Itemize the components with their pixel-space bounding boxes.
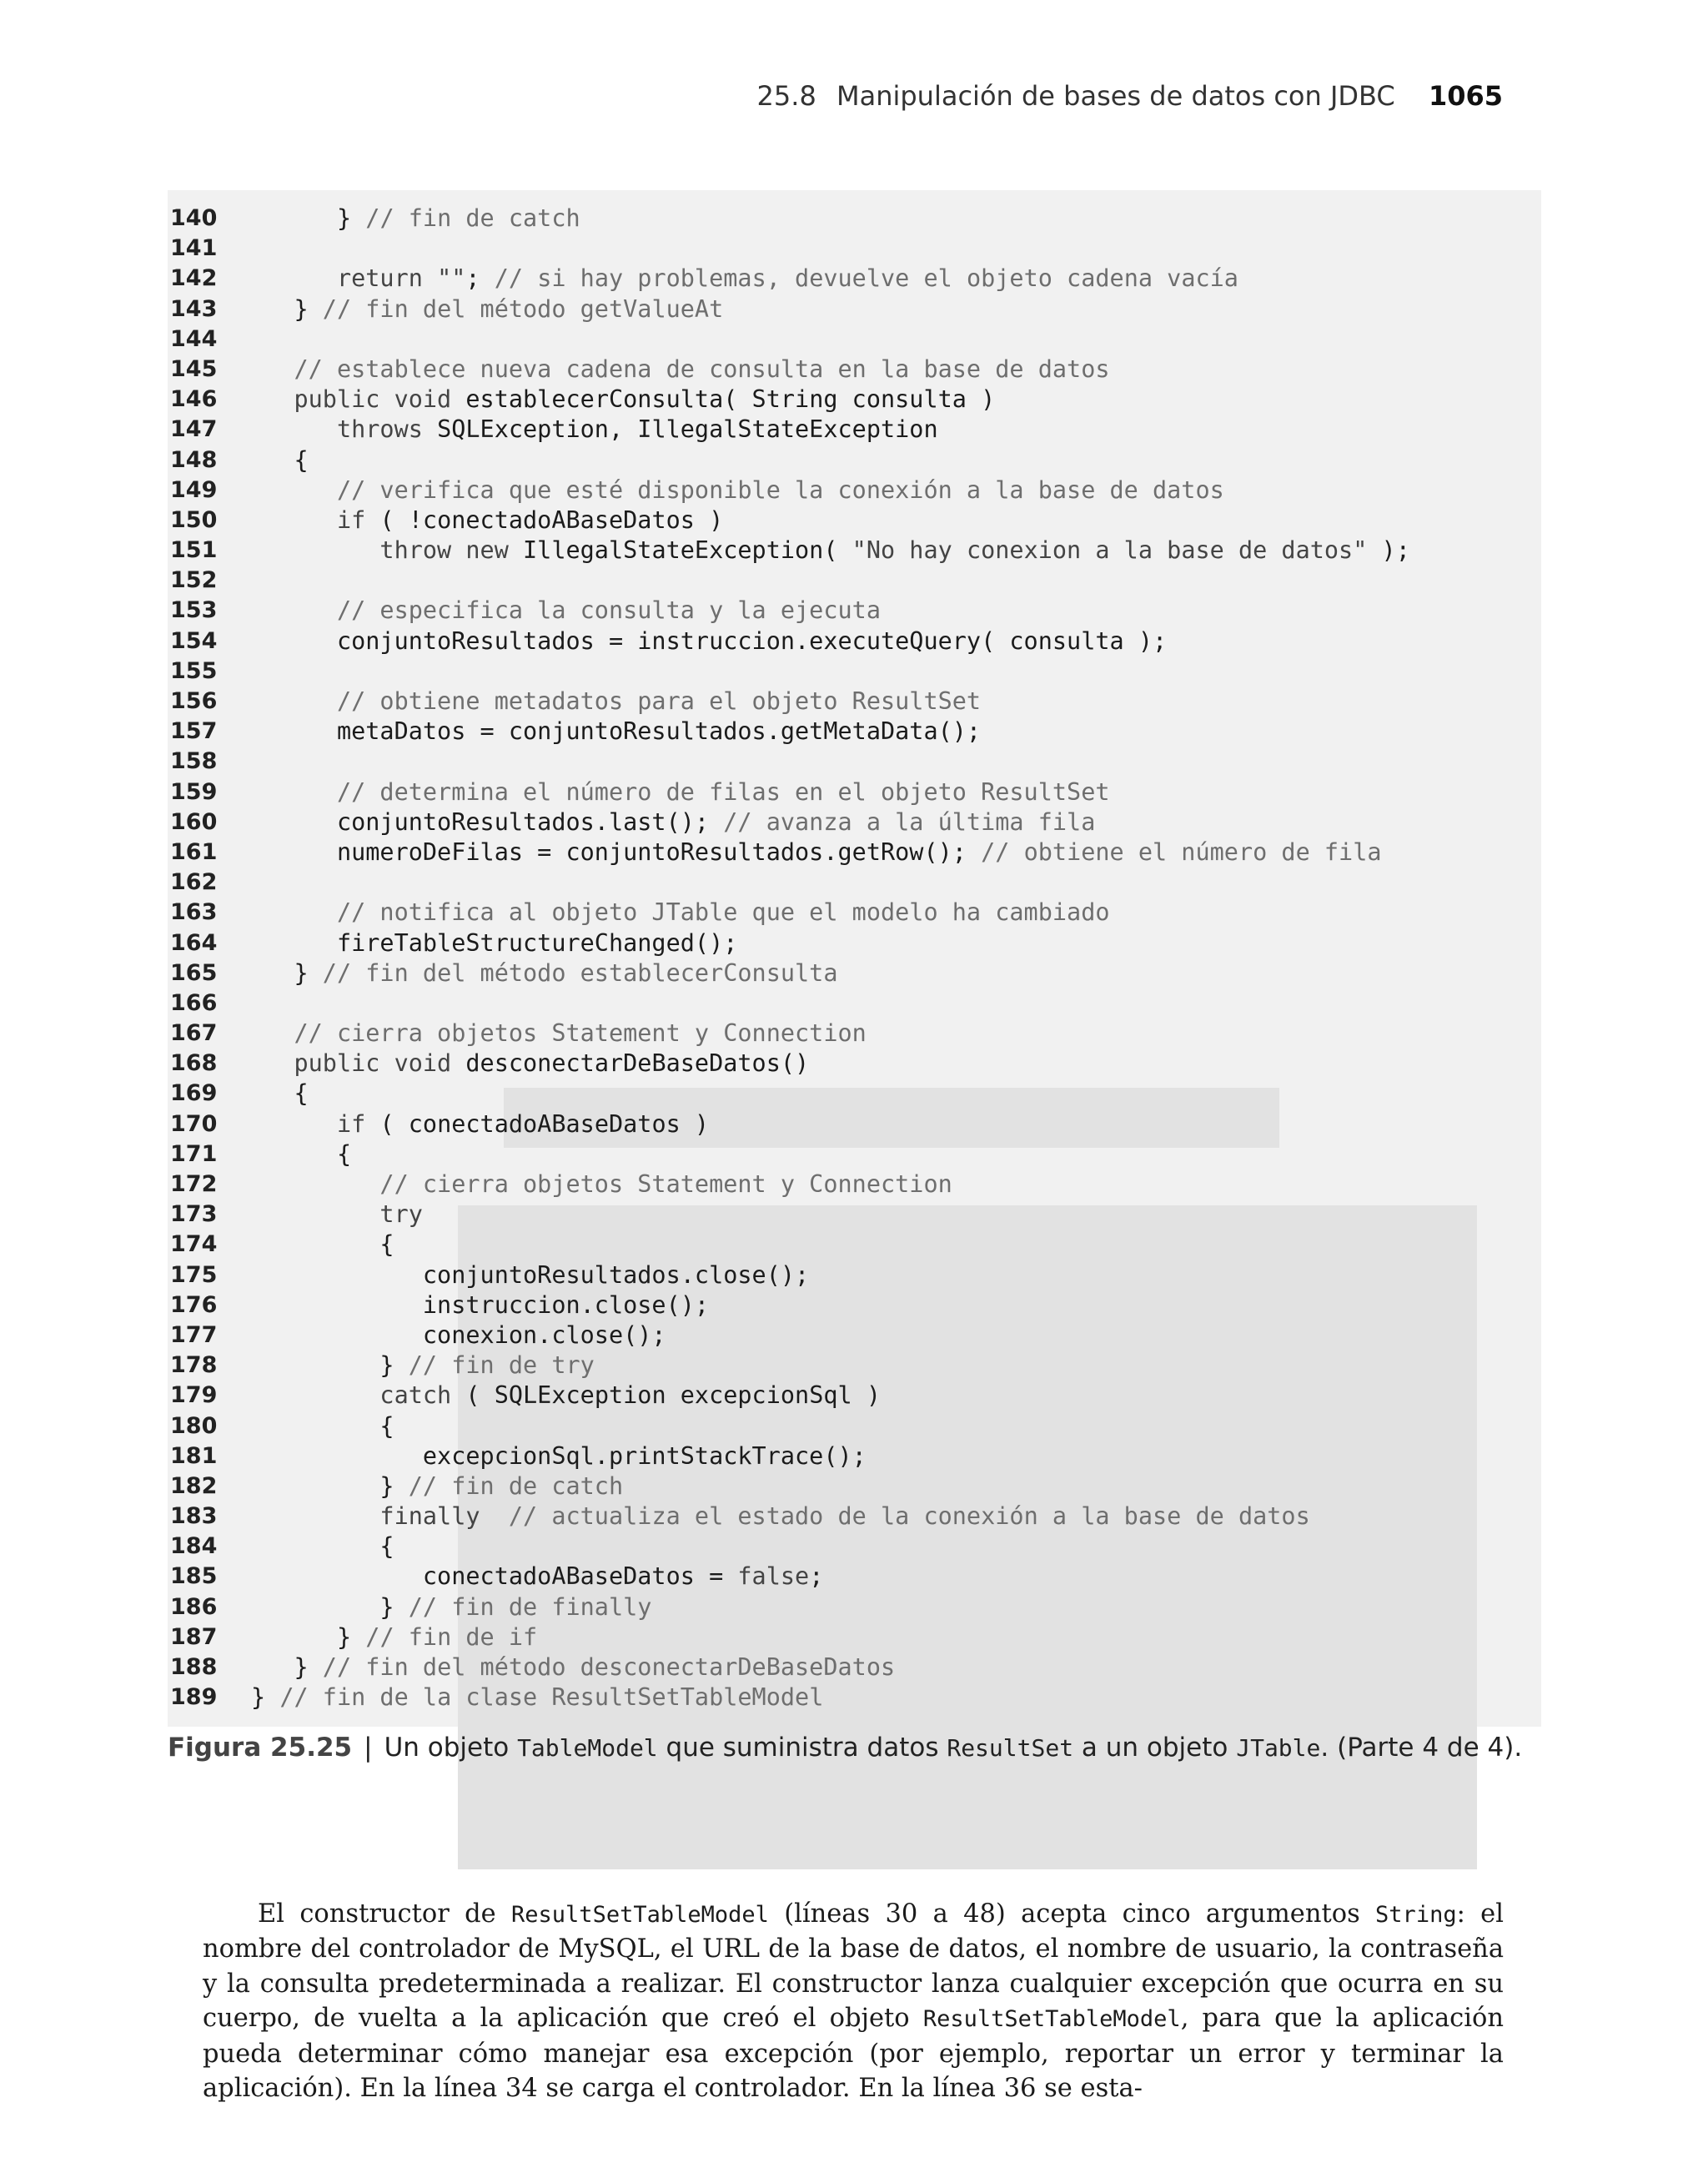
code-token: { <box>251 1139 352 1168</box>
paragraph-code-2: String <box>1375 1901 1457 1928</box>
code-line <box>168 1049 1541 1079</box>
code-line <box>168 1260 1541 1290</box>
code-line <box>168 717 1541 747</box>
code-token: { <box>251 1230 394 1259</box>
code-token: // si hay problemas, devuelve el objeto cadena vacía <box>494 264 1238 293</box>
line-number: 163 <box>170 899 218 926</box>
code-line <box>168 747 1541 777</box>
code-token: } <box>251 1471 409 1500</box>
line-number: 176 <box>170 1291 218 1318</box>
line-number: 169 <box>170 1080 218 1107</box>
paragraph-code-3: ResultSetTableModel <box>922 2006 1181 2032</box>
code-token: public void <box>251 385 466 414</box>
code-line <box>168 294 1541 324</box>
line-number: 174 <box>170 1231 218 1258</box>
code-token: establecerConsulta( String consulta ) <box>465 385 996 414</box>
code-token: "" <box>437 264 466 293</box>
code-line <box>168 264 1541 294</box>
code-text <box>251 1200 423 1230</box>
code-line <box>168 1441 1541 1471</box>
code-token: instruccion.close(); <box>251 1290 710 1319</box>
code-token: numeroDeFilas = conjuntoResultados.getRow(); <box>251 837 982 866</box>
line-number: 189 <box>170 1684 218 1711</box>
line-number: 142 <box>170 265 218 292</box>
caption-text-2: que suministra datos <box>657 1733 947 1763</box>
code-token: { <box>251 1411 394 1440</box>
figure-label: Figura 25.25 <box>168 1733 353 1763</box>
code-text <box>251 1683 823 1713</box>
code-token: throw new <box>251 536 524 565</box>
code-lines <box>168 204 1541 1713</box>
code-token: ; <box>809 1562 824 1591</box>
code-line <box>168 204 1541 234</box>
code-token: // fin de if <box>365 1622 538 1651</box>
page-number: 1065 <box>1428 80 1503 112</box>
line-number: 171 <box>170 1140 218 1167</box>
code-token: // cierra objetos Statement y Connection <box>251 1170 952 1198</box>
line-number: 164 <box>170 929 218 956</box>
code-token: } <box>251 204 366 232</box>
code-text <box>251 958 838 988</box>
caption-text-4: . (Parte 4 de 4). <box>1320 1733 1523 1763</box>
line-number: 182 <box>170 1472 218 1499</box>
code-line <box>168 1290 1541 1320</box>
code-token: { <box>251 1532 394 1561</box>
code-text <box>251 1411 394 1441</box>
code-line <box>168 626 1541 656</box>
line-number: 185 <box>170 1563 218 1590</box>
code-token: // determina el número de filas en el objeto ResultSet <box>251 777 1110 806</box>
code-token: { <box>251 1079 309 1108</box>
line-number: 159 <box>170 778 218 805</box>
section-title: Manipulación de bases de datos con JDBC <box>836 80 1395 112</box>
code-text <box>251 1351 595 1381</box>
code-token: IllegalStateException( <box>523 536 852 565</box>
code-line <box>168 868 1541 898</box>
line-number: 152 <box>170 567 218 594</box>
code-line <box>168 1200 1541 1230</box>
code-line <box>168 1532 1541 1562</box>
paragraph-text-3: : el nombre del controlador de MySQL, el URL de la base de datos, el nombre de usuario, la contraseña y la consulta predeterminada a realizar. El constructor lanza cualquier excepción que ocurra en su cuerpo, de vuelta a la aplicación que creó el objeto <box>203 1899 1504 2033</box>
code-text <box>251 264 1238 294</box>
code-token: ( SQLException excepcionSql ) <box>465 1381 881 1410</box>
code-text <box>251 1260 809 1290</box>
code-text <box>251 294 723 324</box>
line-number: 168 <box>170 1050 218 1077</box>
line-number: 181 <box>170 1442 218 1469</box>
code-text <box>251 1290 709 1320</box>
line-number: 141 <box>170 235 218 262</box>
line-number: 149 <box>170 476 218 503</box>
code-token: // cierra objetos Statement y Connection <box>251 1019 867 1048</box>
section-number: 25.8 <box>756 80 816 112</box>
code-token: "No hay conexion a la base de datos" <box>851 536 1368 565</box>
code-token: } <box>251 1683 280 1712</box>
code-line <box>168 506 1541 536</box>
code-text <box>251 506 723 536</box>
line-number: 166 <box>170 989 218 1016</box>
line-number: 151 <box>170 537 218 564</box>
paragraph-code-1: ResultSetTableModel <box>511 1901 769 1928</box>
code-text <box>251 385 995 415</box>
body-paragraph <box>203 1897 1504 2106</box>
code-line <box>168 988 1541 1019</box>
code-line <box>168 1562 1541 1592</box>
line-number: 145 <box>170 355 218 382</box>
code-token: // actualiza el estado de la conexión a la base de datos <box>508 1502 1310 1531</box>
caption-text-1: Un objeto <box>384 1733 518 1763</box>
figure-caption <box>168 1733 1552 1763</box>
line-number: 184 <box>170 1533 218 1560</box>
code-token: try <box>251 1200 423 1229</box>
code-line <box>168 1320 1541 1351</box>
line-number: 148 <box>170 446 218 473</box>
code-token: ); <box>1367 536 1410 565</box>
code-token: conexion.close(); <box>251 1320 666 1349</box>
line-number: 172 <box>170 1171 218 1197</box>
code-token: metaDatos = conjuntoResultados.getMetaData(); <box>251 717 982 746</box>
line-number: 178 <box>170 1352 218 1379</box>
code-token: // fin de try <box>408 1351 595 1380</box>
line-number: 146 <box>170 386 218 413</box>
code-text <box>251 1562 823 1592</box>
line-number: 167 <box>170 1020 218 1047</box>
code-line <box>168 1501 1541 1532</box>
line-number: 143 <box>170 295 218 322</box>
code-text <box>251 1320 666 1351</box>
code-token: } <box>251 1351 409 1380</box>
code-token: } <box>251 1622 366 1651</box>
line-number: 170 <box>170 1110 218 1137</box>
paragraph-text-1: El constructor de <box>258 1899 512 1929</box>
code-line <box>168 777 1541 807</box>
code-line <box>168 898 1541 928</box>
code-token: // fin de la clase ResultSetTableModel <box>279 1683 824 1712</box>
line-number: 160 <box>170 808 218 835</box>
line-number: 180 <box>170 1412 218 1439</box>
code-token: SQLException, IllegalStateException <box>437 415 938 444</box>
code-text <box>251 687 981 717</box>
code-text <box>251 1109 709 1139</box>
caption-code-jtable: JTable <box>1236 1734 1321 1762</box>
code-line <box>168 1019 1541 1049</box>
code-line <box>168 1230 1541 1260</box>
code-text <box>251 1381 881 1411</box>
code-line <box>168 837 1541 868</box>
code-text <box>251 445 309 475</box>
code-text <box>251 1622 537 1652</box>
code-text <box>251 596 881 626</box>
line-number: 157 <box>170 718 218 745</box>
line-number: 173 <box>170 1201 218 1228</box>
code-text <box>251 1049 809 1079</box>
code-line <box>168 1139 1541 1169</box>
line-number: 154 <box>170 627 218 654</box>
code-token: } <box>251 1592 409 1621</box>
line-number: 158 <box>170 748 218 775</box>
code-text <box>251 928 737 958</box>
code-token: conjuntoResultados.close(); <box>251 1260 810 1289</box>
code-text <box>251 1139 351 1169</box>
code-token: public void <box>251 1049 466 1078</box>
code-text <box>251 626 1167 656</box>
code-text <box>251 1652 895 1683</box>
code-token: // especifica la consulta y la ejecuta <box>251 596 881 625</box>
code-line <box>168 1079 1541 1109</box>
code-line <box>168 1411 1541 1441</box>
code-line <box>168 1471 1541 1501</box>
running-header <box>757 80 1503 112</box>
code-text <box>251 717 981 747</box>
line-number: 177 <box>170 1321 218 1348</box>
code-token: throws <box>251 415 438 444</box>
code-text <box>251 1592 651 1622</box>
line-number: 156 <box>170 688 218 714</box>
line-number: 183 <box>170 1503 218 1530</box>
code-token: catch <box>251 1381 466 1410</box>
code-line <box>168 1683 1541 1713</box>
code-token: // fin de catch <box>408 1471 624 1500</box>
code-text <box>251 1169 952 1200</box>
caption-code-tablemodel: TableModel <box>517 1734 658 1762</box>
caption-separator: | <box>364 1733 373 1763</box>
code-token: ; <box>465 264 495 293</box>
code-text <box>251 1532 394 1562</box>
code-token: desconectarDeBaseDatos() <box>465 1049 810 1078</box>
code-token: } <box>251 958 323 987</box>
code-text <box>251 1471 623 1501</box>
line-number: 155 <box>170 657 218 684</box>
code-text <box>251 355 1110 385</box>
code-token: { <box>251 445 309 474</box>
code-token: } <box>251 1653 323 1681</box>
code-line <box>168 807 1541 837</box>
code-token: conjuntoResultados = instruccion.executeQuery( consulta ); <box>251 626 1168 655</box>
code-text <box>251 898 1110 928</box>
code-text <box>251 1441 867 1471</box>
code-line <box>168 234 1541 264</box>
code-text <box>251 1230 394 1260</box>
code-text <box>251 415 938 445</box>
code-token: fireTableStructureChanged(); <box>251 928 738 957</box>
code-token: return <box>251 264 438 293</box>
code-token: } <box>251 294 323 323</box>
code-line <box>168 445 1541 475</box>
code-token: // fin del método getValueAt <box>322 294 724 323</box>
line-number: 153 <box>170 597 218 624</box>
code-token: // fin del método desconectarDeBaseDatos <box>322 1653 896 1681</box>
code-line <box>168 596 1541 626</box>
code-token: // fin del método establecerConsulta <box>322 958 838 987</box>
code-text <box>251 777 1110 807</box>
code-token: // obtiene metadatos para el objeto ResultSet <box>251 687 982 715</box>
code-token: finally <box>251 1502 509 1531</box>
code-line <box>168 324 1541 355</box>
code-line <box>168 1592 1541 1622</box>
caption-text-3: a un objeto <box>1073 1733 1237 1763</box>
line-number: 161 <box>170 838 218 865</box>
code-token: conjuntoResultados.last(); <box>251 807 724 836</box>
code-line <box>168 566 1541 596</box>
code-line <box>168 355 1541 385</box>
code-line <box>168 656 1541 687</box>
code-token: excepcionSql.printStackTrace(); <box>251 1441 867 1470</box>
line-number: 186 <box>170 1593 218 1620</box>
line-number: 179 <box>170 1382 218 1409</box>
code-token: // notifica al objeto JTable que el modelo ha cambiado <box>251 898 1110 927</box>
code-token: // fin de finally <box>408 1592 652 1621</box>
code-line <box>168 1381 1541 1411</box>
code-line <box>168 1652 1541 1683</box>
code-token: if <box>251 506 380 534</box>
code-token: // obtiene el número de fila <box>981 837 1382 866</box>
code-text <box>251 1501 1310 1532</box>
code-text <box>251 1019 867 1049</box>
code-line <box>168 1351 1541 1381</box>
code-token: ( conectadoABaseDatos ) <box>379 1109 710 1138</box>
code-token: conectadoABaseDatos = <box>251 1562 738 1591</box>
line-number: 140 <box>170 205 218 231</box>
code-token: false <box>737 1562 810 1591</box>
line-number: 144 <box>170 325 218 352</box>
code-token: if <box>251 1109 380 1138</box>
line-number: 175 <box>170 1261 218 1288</box>
code-line <box>168 415 1541 445</box>
code-text <box>251 1079 309 1109</box>
code-line <box>168 385 1541 415</box>
code-token: // establece nueva cadena de consulta en la base de datos <box>251 355 1110 383</box>
line-number: 187 <box>170 1623 218 1650</box>
paragraph-text-4: , para que la aplicación pueda determinar cómo manejar esa excepción (por ejemplo, reportar un error y terminar la aplicación). En la línea 34 se carga el controlador. En la línea 36 se esta- <box>203 2004 1504 2103</box>
code-text <box>251 837 1382 868</box>
code-line <box>168 1622 1541 1652</box>
code-text <box>251 536 1410 566</box>
code-token: ( !conectadoABaseDatos ) <box>379 506 724 534</box>
code-token: // verifica que esté disponible la conexión a la base de datos <box>251 475 1224 504</box>
paragraph-text-2: (líneas 30 a 48) acepta cinco argumentos <box>768 1899 1376 1929</box>
line-number: 188 <box>170 1654 218 1680</box>
line-number: 147 <box>170 416 218 443</box>
code-token: // avanza a la última fila <box>723 807 1096 836</box>
code-line <box>168 687 1541 717</box>
code-line <box>168 1169 1541 1200</box>
line-number: 162 <box>170 869 218 896</box>
line-number: 165 <box>170 959 218 986</box>
code-line <box>168 536 1541 566</box>
code-line <box>168 1109 1541 1139</box>
code-line <box>168 928 1541 958</box>
code-text <box>251 475 1224 506</box>
code-line <box>168 475 1541 506</box>
line-number: 150 <box>170 506 218 533</box>
code-text <box>251 204 580 234</box>
code-token: // fin de catch <box>365 204 580 232</box>
caption-code-resultset: ResultSet <box>947 1734 1074 1762</box>
code-text <box>251 807 1095 837</box>
code-line <box>168 958 1541 988</box>
